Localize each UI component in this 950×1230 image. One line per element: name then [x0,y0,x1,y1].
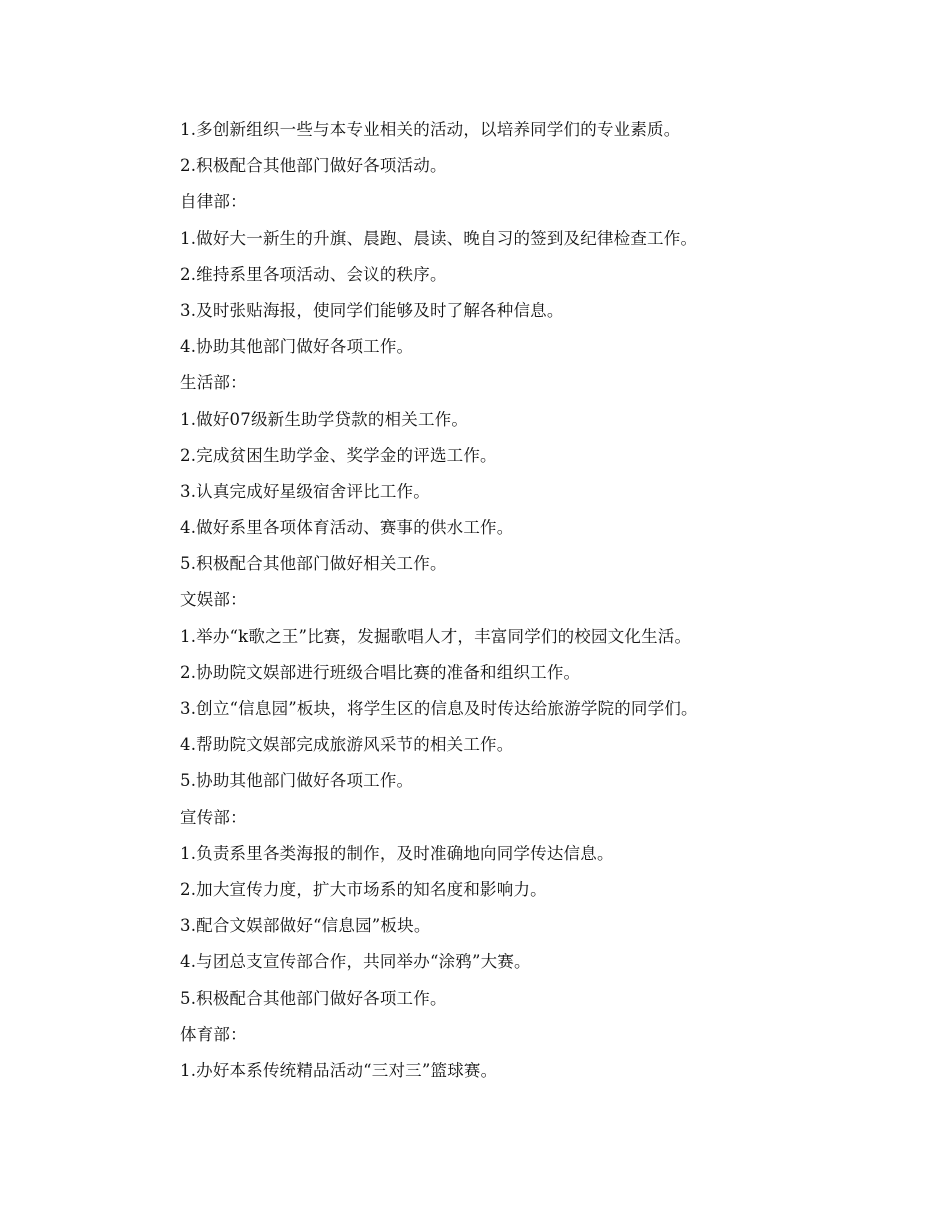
text-line: 1.多创新组织一些与本专业相关的活动，以培养同学们的专业素质。 [180,120,681,139]
section-heading-zilvbu: 自律部： [180,192,247,212]
text-line: 3.配合文娱部做好“信息园”板块。 [180,916,431,936]
text-line: 3.认真完成好星级宿舍评比工作。 [180,481,430,501]
section-heading-xuanchuanbu: 宣传部： [180,807,247,827]
text-line: 4.协助其他部门做好各项工作。 [180,337,414,357]
text-line: 4.帮助院文娱部完成旅游风采节的相关工作。 [180,735,514,755]
text-line: 4.与团总支宣传部合作，共同举办“涂鸦”大赛。 [180,952,531,972]
text-line: 2.完成贫困生助学金、奖学金的评选工作。 [180,445,497,465]
section-heading-tiyubu: 体育部： [180,1024,247,1044]
text-line: 4.做好系里各项体育活动、赛事的供水工作。 [180,518,514,538]
text-line: 2.加大宣传力度，扩大市场系的知名度和影响力。 [180,879,547,899]
text-line: 5.积极配合其他部门做好各项工作。 [180,988,447,1008]
text-line: 5.协助其他部门做好各项工作。 [180,771,414,791]
section-heading-wenyubu: 文娱部： [180,590,247,610]
text-line: 1.做好07级新生助学贷款的相关工作。 [180,409,469,429]
text-line: 3.及时张贴海报，使同学们能够及时了解各种信息。 [180,300,564,320]
text-line: 5.积极配合其他部门做好相关工作。 [180,554,447,574]
text-line: 1.负责系里各类海报的制作，及时准确地向同学传达信息。 [180,843,614,863]
text-line: 1.做好大一新生的升旗、晨跑、晨读、晚自习的签到及纪律检查工作。 [180,228,698,248]
document-page [180,112,900,1089]
text-line: 1.办好本系传统精品活动“三对三”篮球赛。 [180,1060,498,1080]
section-heading-shenghuobu: 生活部： [180,373,247,393]
text-line: 1.举办“k歌之王”比赛，发掘歌唱人才，丰富同学们的校园文化生活。 [180,626,692,646]
text-line: 3.创立“信息园”板块，将学生区的信息及时传达给旅游学院的同学们。 [180,699,698,718]
text-line: 2.协助院文娱部进行班级合唱比赛的准备和组织工作。 [180,662,581,682]
text-line: 2.维持系里各项活动、会议的秩序。 [180,264,447,284]
text-line: 2.积极配合其他部门做好各项活动。 [180,156,447,176]
